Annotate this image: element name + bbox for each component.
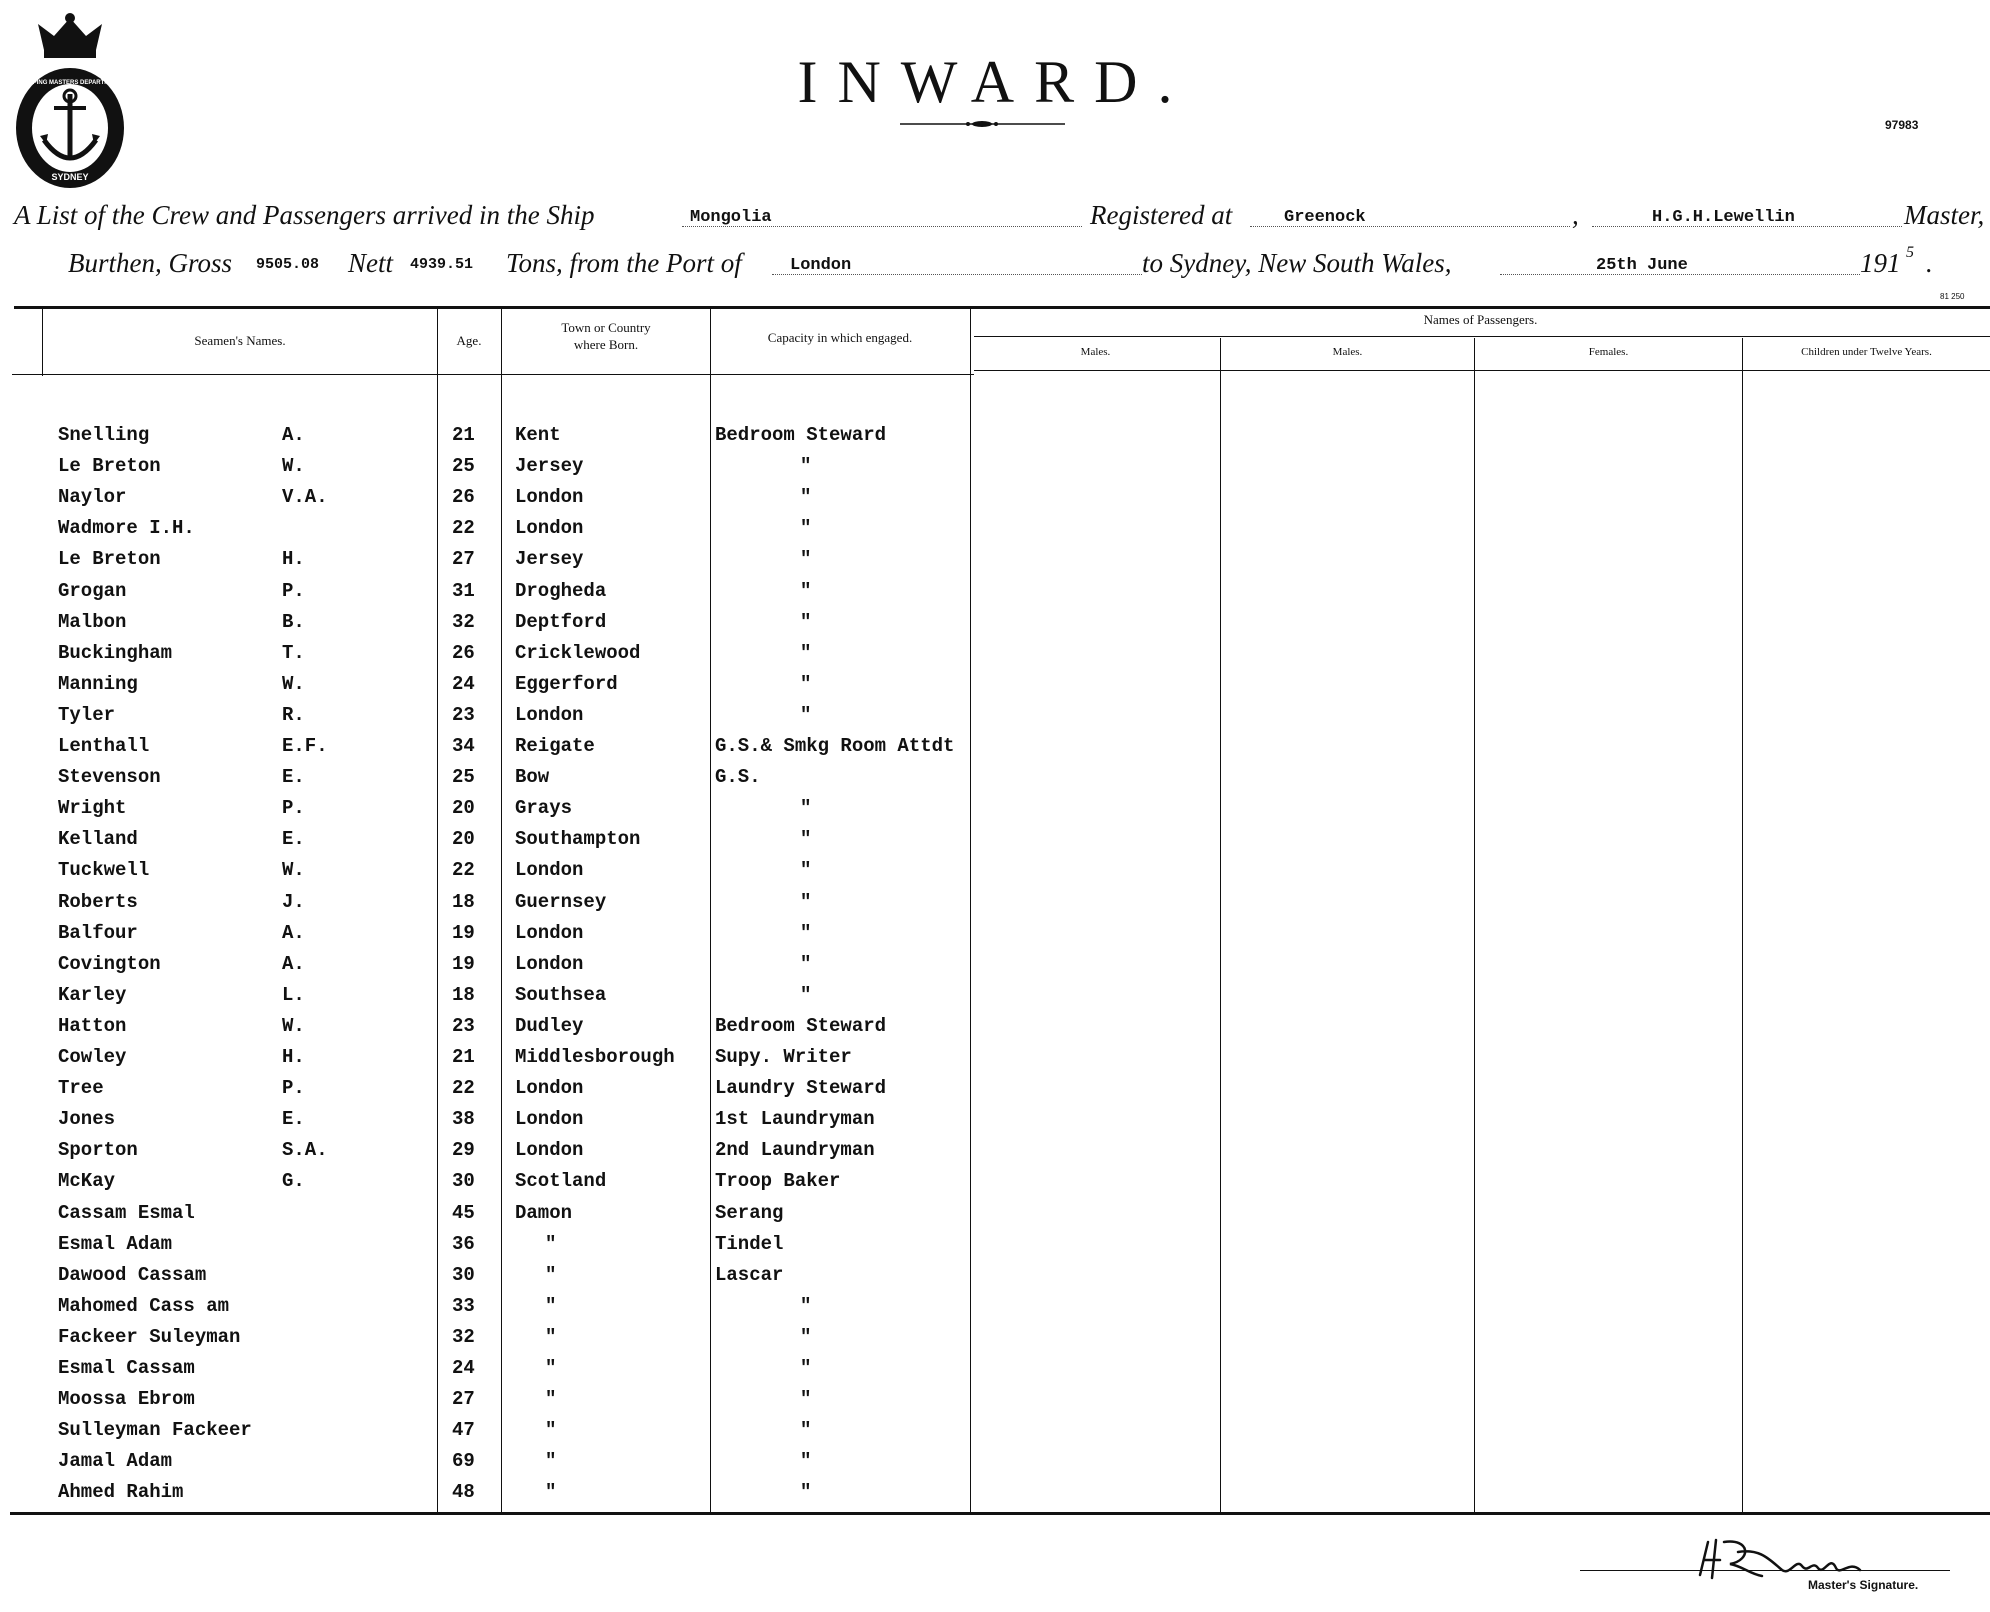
crew-surname: Sulleyman Fackeer	[58, 1419, 252, 1441]
crew-capacity: 2nd Laundryman	[715, 1139, 875, 1161]
crew-birthplace: London	[515, 1108, 584, 1130]
table-row	[0, 1139, 1000, 1167]
crew-age: 48	[452, 1481, 475, 1503]
crew-birthplace: "	[545, 1450, 557, 1472]
crew-initials: V.A.	[282, 486, 328, 508]
crew-age: 22	[452, 517, 475, 539]
crew-capacity: G.S.& Smkg Room Attdt	[715, 735, 955, 757]
crew-initials: E.F.	[282, 735, 328, 757]
crew-birthplace: London	[515, 486, 584, 508]
crew-age: 26	[452, 486, 475, 508]
crew-capacity: Bedroom Steward	[715, 1015, 887, 1037]
crew-surname: Cowley	[58, 1046, 127, 1068]
crew-surname: Roberts	[58, 891, 138, 913]
crew-age: 31	[452, 580, 475, 602]
table-row	[0, 1295, 1000, 1323]
crew-capacity: "	[800, 953, 812, 975]
table-row	[0, 1264, 1000, 1292]
crew-capacity: "	[800, 891, 812, 913]
crew-surname: Wadmore I.H.	[58, 517, 195, 539]
crew-surname: Naylor	[58, 486, 127, 508]
crew-birthplace: "	[545, 1481, 557, 1503]
crew-surname: Grogan	[58, 580, 127, 602]
crew-birthplace: Reigate	[515, 735, 595, 757]
col-children: Children under Twelve Years.	[1801, 346, 1932, 358]
crew-birthplace: "	[545, 1357, 557, 1379]
crew-capacity: "	[800, 486, 812, 508]
crew-capacity: "	[800, 797, 812, 819]
year-period: .	[1926, 248, 1933, 278]
col-females: Females.	[1588, 346, 1629, 358]
table-row	[0, 548, 1000, 576]
crew-age: 34	[452, 735, 475, 757]
crew-birthplace: Jersey	[515, 455, 584, 477]
crew-age: 69	[452, 1450, 475, 1472]
crew-capacity: "	[800, 1450, 812, 1472]
table-row	[0, 984, 1000, 1012]
crew-capacity: "	[800, 828, 812, 850]
crew-capacity: Laundry Steward	[715, 1077, 887, 1099]
crew-surname: Hatton	[58, 1015, 127, 1037]
crew-birthplace: "	[545, 1295, 557, 1317]
table-row	[0, 1450, 1000, 1478]
crew-surname: Manning	[58, 673, 138, 695]
crew-capacity: "	[800, 984, 812, 1006]
crew-age: 20	[452, 797, 475, 819]
crew-surname: McKay	[58, 1170, 116, 1192]
crew-surname: Esmal Adam	[58, 1233, 173, 1255]
master-label: Master,	[1904, 200, 1985, 230]
crew-capacity: "	[800, 455, 812, 477]
crew-age: 19	[452, 922, 475, 944]
crew-surname: Esmal Cassam	[58, 1357, 195, 1379]
table-row	[0, 1015, 1000, 1043]
table-row	[0, 704, 1000, 732]
crew-age: 23	[452, 704, 475, 726]
crew-capacity: G.S.	[715, 766, 761, 788]
crew-birthplace: London	[515, 517, 584, 539]
crew-birthplace: Cricklewood	[515, 642, 641, 664]
crew-age: 36	[452, 1233, 475, 1255]
crew-birthplace: London	[515, 1077, 584, 1099]
gross-tonnage: 9505.08	[256, 256, 320, 273]
crew-birthplace: London	[515, 922, 584, 944]
crew-capacity: "	[800, 517, 812, 539]
table-row	[0, 455, 1000, 483]
crew-birthplace: London	[515, 704, 584, 726]
crew-initials: E.	[282, 766, 305, 788]
crew-age: 20	[452, 828, 475, 850]
crew-surname: Tree	[58, 1077, 104, 1099]
destination-label: to Sydney, New South Wales,	[1142, 248, 1452, 278]
document-title: INWARD.	[797, 49, 1193, 115]
nett-tonnage: 4939.51	[410, 256, 474, 273]
crew-birthplace: Drogheda	[515, 580, 607, 602]
crew-initials: A.	[282, 424, 305, 446]
year-suffix: 5	[1906, 244, 1914, 261]
crew-age: 22	[452, 1077, 475, 1099]
master-signature-label: Master's Signature.	[1808, 1578, 1919, 1592]
table-row	[0, 953, 1000, 981]
crew-birthplace: Kent	[515, 424, 561, 446]
crew-birthplace: "	[545, 1419, 557, 1441]
crew-initials: B.	[282, 611, 305, 633]
title-ornament	[900, 120, 1065, 128]
crew-capacity: Bedroom Steward	[715, 424, 887, 446]
table-row	[0, 673, 1000, 701]
crew-birthplace: "	[545, 1233, 557, 1255]
table-row	[0, 517, 1000, 545]
col-town-line2: where Born.	[573, 337, 639, 352]
crew-birthplace: Scotland	[515, 1170, 607, 1192]
tons-from-label: Tons, from the Port of	[506, 248, 742, 278]
crew-capacity: "	[800, 548, 812, 570]
crew-initials: H.	[282, 548, 305, 570]
crew-age: 32	[452, 611, 475, 633]
crew-birthplace: "	[545, 1326, 557, 1348]
crew-birthplace: Jersey	[515, 548, 584, 570]
crew-age: 19	[452, 953, 475, 975]
col-age: Age.	[456, 333, 482, 348]
crew-age: 27	[452, 548, 475, 570]
crew-age: 24	[452, 1357, 475, 1379]
crew-surname: Le Breton	[58, 455, 161, 477]
ship-name: Mongolia	[690, 208, 772, 227]
crew-age: 21	[452, 424, 475, 446]
crew-initials: J.	[282, 891, 305, 913]
table-row	[0, 580, 1000, 608]
table-row	[0, 642, 1000, 670]
crew-initials: T.	[282, 642, 305, 664]
crew-age: 33	[452, 1295, 475, 1317]
crew-surname: Mahomed Cass am	[58, 1295, 230, 1317]
table-row	[0, 1108, 1000, 1136]
comma-separator: ,	[1572, 200, 1579, 230]
seal-ring-text: SHIPPING MASTERS DEPARTMENT	[18, 80, 122, 86]
crew-initials: P.	[282, 1077, 305, 1099]
arrival-date: 25th June	[1596, 256, 1688, 275]
departure-port: London	[790, 256, 852, 275]
table-row	[0, 1357, 1000, 1385]
crew-capacity: "	[800, 859, 812, 881]
crew-surname: Malbon	[58, 611, 127, 633]
crew-initials: W.	[282, 859, 305, 881]
crew-capacity: "	[800, 1295, 812, 1317]
crew-surname: Tyler	[58, 704, 116, 726]
crew-initials: E.	[282, 828, 305, 850]
crew-age: 22	[452, 859, 475, 881]
crew-age: 30	[452, 1170, 475, 1192]
table-row	[0, 1170, 1000, 1198]
crew-birthplace: "	[545, 1388, 557, 1410]
table-row	[0, 922, 1000, 950]
table-row	[0, 891, 1000, 919]
table-row	[0, 611, 1000, 639]
crew-birthplace: Middlesborough	[515, 1046, 675, 1068]
crew-birthplace: Dudley	[515, 1015, 584, 1037]
crew-birthplace: Guernsey	[515, 891, 607, 913]
crew-capacity: Troop Baker	[715, 1170, 841, 1192]
col-males-1: Males.	[1080, 346, 1111, 358]
table-row	[0, 797, 1000, 825]
nett-label: Nett	[348, 248, 393, 278]
crew-birthplace: Southsea	[515, 984, 607, 1006]
col-town-line1: Town or Country	[561, 320, 651, 335]
crew-birthplace: London	[515, 859, 584, 881]
crew-surname: Cassam Esmal	[58, 1202, 195, 1224]
crew-initials: L.	[282, 984, 305, 1006]
table-row	[0, 1233, 1000, 1261]
crew-birthplace: Grays	[515, 797, 573, 819]
crew-birthplace: London	[515, 953, 584, 975]
col-seamens-names: Seamen's Names.	[194, 333, 286, 348]
table-row	[0, 859, 1000, 887]
table-header-rule-left	[12, 374, 974, 375]
crew-capacity: "	[800, 1388, 812, 1410]
crew-age: 21	[452, 1046, 475, 1068]
crew-initials: W.	[282, 1015, 305, 1037]
crew-initials: A.	[282, 953, 305, 975]
crew-birthplace: Damon	[515, 1202, 573, 1224]
crew-age: 26	[452, 642, 475, 664]
crew-surname: Covington	[58, 953, 161, 975]
crew-surname: Stevenson	[58, 766, 161, 788]
table-row	[0, 1481, 1000, 1509]
table-header-rule-right	[974, 370, 1990, 371]
crew-capacity: "	[800, 922, 812, 944]
document-number: 97983	[1885, 118, 1919, 132]
crew-surname: Jones	[58, 1108, 116, 1130]
crew-initials: A.	[282, 922, 305, 944]
crew-birthplace: "	[545, 1264, 557, 1286]
crew-capacity: Tindel	[715, 1233, 784, 1255]
crew-initials: W.	[282, 455, 305, 477]
crew-surname: Moossa Ebrom	[58, 1388, 195, 1410]
crew-capacity: Supy. Writer	[715, 1046, 852, 1068]
crew-capacity: "	[800, 673, 812, 695]
crew-initials: W.	[282, 673, 305, 695]
crew-capacity: "	[800, 1326, 812, 1348]
table-row	[0, 735, 1000, 763]
crew-surname: Tuckwell	[58, 859, 150, 881]
crew-age: 24	[452, 673, 475, 695]
passengers-sub-rule	[974, 336, 1990, 337]
crew-surname: Wright	[58, 797, 127, 819]
crew-surname: Dawood Cassam	[58, 1264, 207, 1286]
crew-surname: Le Breton	[58, 548, 161, 570]
crew-capacity: "	[800, 642, 812, 664]
table-row	[0, 1419, 1000, 1447]
crew-birthplace: London	[515, 1139, 584, 1161]
crew-age: 47	[452, 1419, 475, 1441]
crew-birthplace: Bow	[515, 766, 550, 788]
crew-age: 25	[452, 766, 475, 788]
crew-initials: H.	[282, 1046, 305, 1068]
crew-surname: Buckingham	[58, 642, 173, 664]
table-row	[0, 486, 1000, 514]
list-label: A List of the Crew and Passengers arrived in the Ship	[14, 200, 595, 230]
crew-age: 38	[452, 1108, 475, 1130]
crew-age: 18	[452, 891, 475, 913]
crew-initials: S.A.	[282, 1139, 328, 1161]
form-number: 81 250	[1940, 292, 1965, 301]
crew-capacity: "	[800, 611, 812, 633]
crew-age: 45	[452, 1202, 475, 1224]
crew-initials: G.	[282, 1170, 305, 1192]
crew-age: 30	[452, 1264, 475, 1286]
crew-capacity: "	[800, 580, 812, 602]
crew-surname: Fackeer Suleyman	[58, 1326, 241, 1348]
crew-surname: Balfour	[58, 922, 138, 944]
registered-label: Registered at	[1090, 200, 1233, 230]
crew-initials: E.	[282, 1108, 305, 1130]
year-prefix: 191	[1860, 248, 1901, 278]
crew-age: 27	[452, 1388, 475, 1410]
crew-surname: Lenthall	[58, 735, 150, 757]
crew-surname: Karley	[58, 984, 127, 1006]
seal-city: SYDNEY	[51, 172, 89, 182]
col-males-2: Males.	[1332, 346, 1363, 358]
table-bottom-rule	[10, 1512, 1990, 1515]
crew-birthplace: Southampton	[515, 828, 641, 850]
registered-port: Greenock	[1284, 208, 1366, 227]
crew-capacity: "	[800, 1481, 812, 1503]
crew-age: 23	[452, 1015, 475, 1037]
crew-surname: Jamal Adam	[58, 1450, 173, 1472]
crew-age: 32	[452, 1326, 475, 1348]
table-row	[0, 1388, 1000, 1416]
table-row	[0, 424, 1000, 452]
crew-surname: Ahmed Rahim	[58, 1481, 184, 1503]
crew-capacity: 1st Laundryman	[715, 1108, 875, 1130]
crew-capacity: "	[800, 704, 812, 726]
crew-capacity: Lascar	[715, 1264, 784, 1286]
table-row	[0, 766, 1000, 794]
crew-capacity: Serang	[715, 1202, 784, 1224]
crew-age: 29	[452, 1139, 475, 1161]
burthen-label: Burthen, Gross	[68, 248, 233, 278]
col-capacity: Capacity in which engaged.	[767, 330, 913, 345]
table-row	[0, 1326, 1000, 1354]
crew-surname: Sporton	[58, 1139, 138, 1161]
table-row	[0, 1202, 1000, 1230]
crew-surname: Kelland	[58, 828, 138, 850]
crew-surname: Snelling	[58, 424, 150, 446]
crew-initials: R.	[282, 704, 305, 726]
master-name: H.G.H.Lewellin	[1652, 208, 1795, 227]
crew-initials: P.	[282, 580, 305, 602]
crew-age: 18	[452, 984, 475, 1006]
table-top-rule	[14, 306, 1990, 309]
crew-age: 25	[452, 455, 475, 477]
table-row	[0, 1046, 1000, 1074]
crew-initials: P.	[282, 797, 305, 819]
crew-birthplace: Eggerford	[515, 673, 618, 695]
table-row	[0, 828, 1000, 856]
crew-birthplace: Deptford	[515, 611, 607, 633]
crew-capacity: "	[800, 1357, 812, 1379]
table-row	[0, 1077, 1000, 1105]
col-passengers: Names of Passengers.	[1423, 312, 1538, 327]
crew-capacity: "	[800, 1419, 812, 1441]
